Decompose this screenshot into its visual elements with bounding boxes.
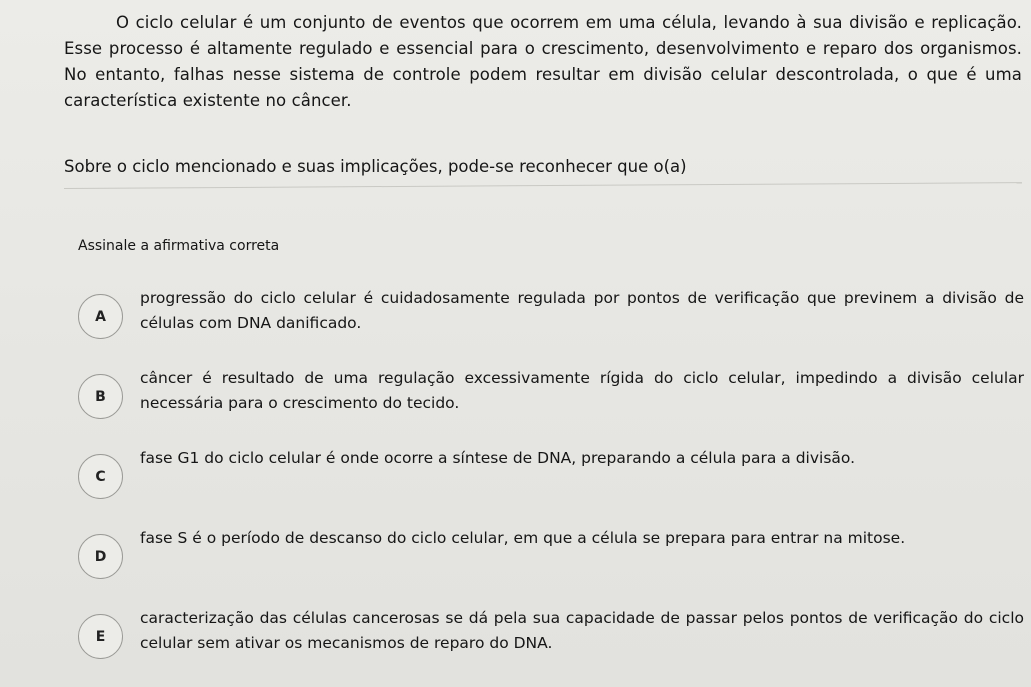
option-d-text[interactable]: fase S é o período de descanso do ciclo celular, em que a célula se prepara para entrar na mitose. [140,529,906,547]
option-d[interactable] [78,526,1024,586]
option-b[interactable] [78,366,1024,426]
option-e-text[interactable]: caracterização das células cancerosas se dá pela sua capacidade de passar pelos pontos de verificação do ciclo celular sem ativar os mecanismos de reparo do DNA. [140,609,1024,652]
option-a-letter-button[interactable]: A [78,294,123,339]
option-e-letter-button[interactable]: E [78,614,123,659]
option-d-letter-button[interactable]: D [78,534,123,579]
option-b-letter-button[interactable]: B [78,374,123,419]
question-prompt: Sobre o ciclo mencionado e suas implicações, pode-se reconhecer que o(a) [64,157,687,176]
answer-instruction: Assinale a afirmativa correta [78,238,280,254]
question-intro-text [64,10,1022,114]
option-c[interactable] [78,446,1024,506]
option-a[interactable] [78,286,1024,346]
option-c-letter-button[interactable]: C [78,454,123,499]
question-intro: O ciclo celular é um conjunto de eventos que ocorrem em uma célula, levando à sua divisão e replicação. Esse processo é altamente regulado e essencial para o crescimento, desenvolvimento e reparo dos organismos. No entanto, falhas nesse sistema de controle podem resultar em divisão celular descontrolada, o que é uma característica existente no câncer. [64,13,1022,110]
option-a-text[interactable]: progressão do ciclo celular é cuidadosamente regulada por pontos de verificação que previnem a divisão de células com DNA danificado. [140,289,1024,332]
option-c-text[interactable]: fase G1 do ciclo celular é onde ocorre a síntese de DNA, preparando a célula para a divisão. [140,449,856,467]
section-divider [64,182,1022,189]
option-b-text[interactable]: câncer é resultado de uma regulação excessivamente rígida do ciclo celular, impedindo a divisão celular necessária para o crescimento do tecido. [140,369,1024,412]
option-e[interactable] [78,606,1024,666]
